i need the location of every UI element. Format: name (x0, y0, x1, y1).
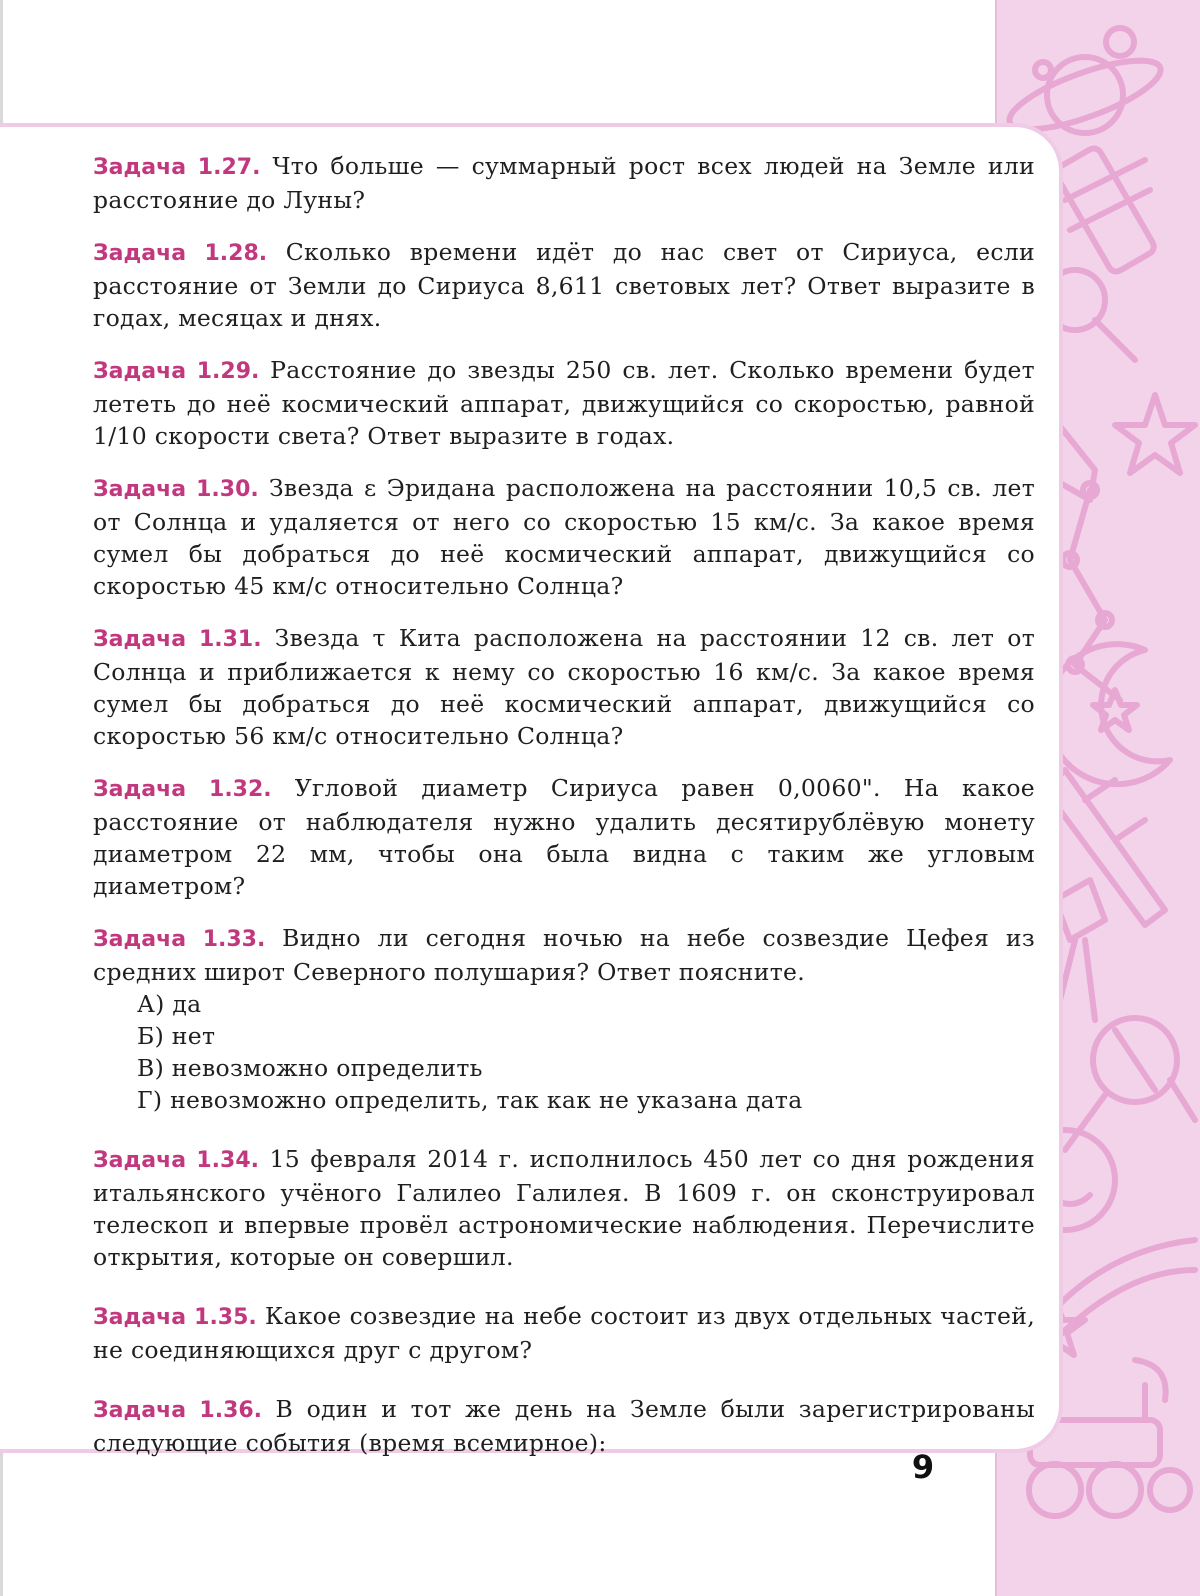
task-label: Задача 1.36. (93, 1398, 263, 1423)
task-text: 15 февраля 2014 г. исполнилось 450 лет со дня рождения итальянского учёного Галилео Галилея. В 1609 г. он сконструировал телескоп и впервые провёл астрономические наблюдения. Перечислите открытия, которые он совершил. (93, 1145, 1035, 1271)
task-text: Расстояние до звезды 250 св. лет. Сколько времени будет лететь до неё космический аппарат, движущийся со скоростью, равной 1/10 скорости света? Ответ выразите в годах. (93, 356, 1035, 450)
answer-option: Г) невозможно определить, так как не указана дата (137, 1086, 803, 1114)
task-text: Звезда τ Кита расположена на расстоянии 12 св. лет от Солнца и приближается к нему со скоростью 16 км/с. За какое время сумел бы добраться до неё космический аппарат, движущийся со скоростью 56 км/с относительно Солнца? (93, 624, 1035, 750)
moon-icon (1047, 644, 1170, 784)
task-label: Задача 1.32. (93, 777, 272, 802)
task-text: Какое созвездие на небе состоит из двух отдельных частей, не соединяющихся друг с другом? (93, 1302, 1035, 1364)
task-text: Сколько времени идёт до нас свет от Сириуса, если расстояние от Земли до Сириуса 8,611 световых лет? Ответ выразите в годах, месяцах и днях. (93, 238, 1035, 332)
star-icon (1055, 395, 1195, 500)
page-number: 9 (911, 1448, 935, 1486)
task-1-33 (93, 922, 1035, 1116)
task-label: Задача 1.33. (93, 927, 266, 952)
task-1-28 (93, 236, 1035, 334)
task-text: Что больше — суммарный рост всех людей на Земле или расстояние до Луны? (93, 152, 1035, 214)
task-1-32 (93, 772, 1035, 902)
task-1-30 (93, 472, 1035, 602)
task-text: Звезда ε Эридана расположена на расстоянии 10,5 св. лет от Солнца и удаляется от него со скоростью 15 км/с. За какое время сумел бы добраться до неё космический аппарат, движущийся со скоростью 45 км/с относительно Солнца? (93, 474, 1036, 600)
task-text: Видно ли сегодня ночью на небе созвездие Цефея из средних широт Северного полушария? Ответ поясните. (93, 924, 1035, 986)
task-1-31 (93, 622, 1035, 752)
answer-option: В) невозможно определить (137, 1054, 483, 1082)
answer-option: А) да (137, 990, 202, 1018)
task-label: Задача 1.34. (93, 1148, 260, 1173)
task-1-29 (93, 354, 1035, 452)
task-text: Угловой диаметр Сириуса равен 0,0060". На какое расстояние от наблюдателя нужно удалить десятирублёвую монету диаметром 22 мм, чтобы она была видна с таким же угловым диаметром? (93, 774, 1035, 900)
task-label: Задача 1.29. (93, 359, 260, 384)
task-label: Задача 1.35. (93, 1305, 257, 1330)
task-text: В один и тот же день на Земле были зарегистрированы следующие события (время всемирное): (93, 1395, 1035, 1457)
task-1-34 (93, 1143, 1035, 1273)
task-list (93, 150, 1035, 1459)
answer-option: Б) нет (137, 1022, 216, 1050)
task-1-36 (93, 1393, 1035, 1459)
task-label: Задача 1.30. (93, 477, 259, 502)
task-1-35 (93, 1300, 1035, 1366)
task-label: Задача 1.27. (93, 155, 261, 180)
task-1-27 (93, 150, 1035, 216)
rocket-icon (1045, 770, 1165, 925)
task-label: Задача 1.31. (93, 627, 262, 652)
answer-options (137, 988, 1035, 1116)
sputnik-icon (1065, 1018, 1195, 1150)
task-label: Задача 1.28. (93, 241, 268, 266)
